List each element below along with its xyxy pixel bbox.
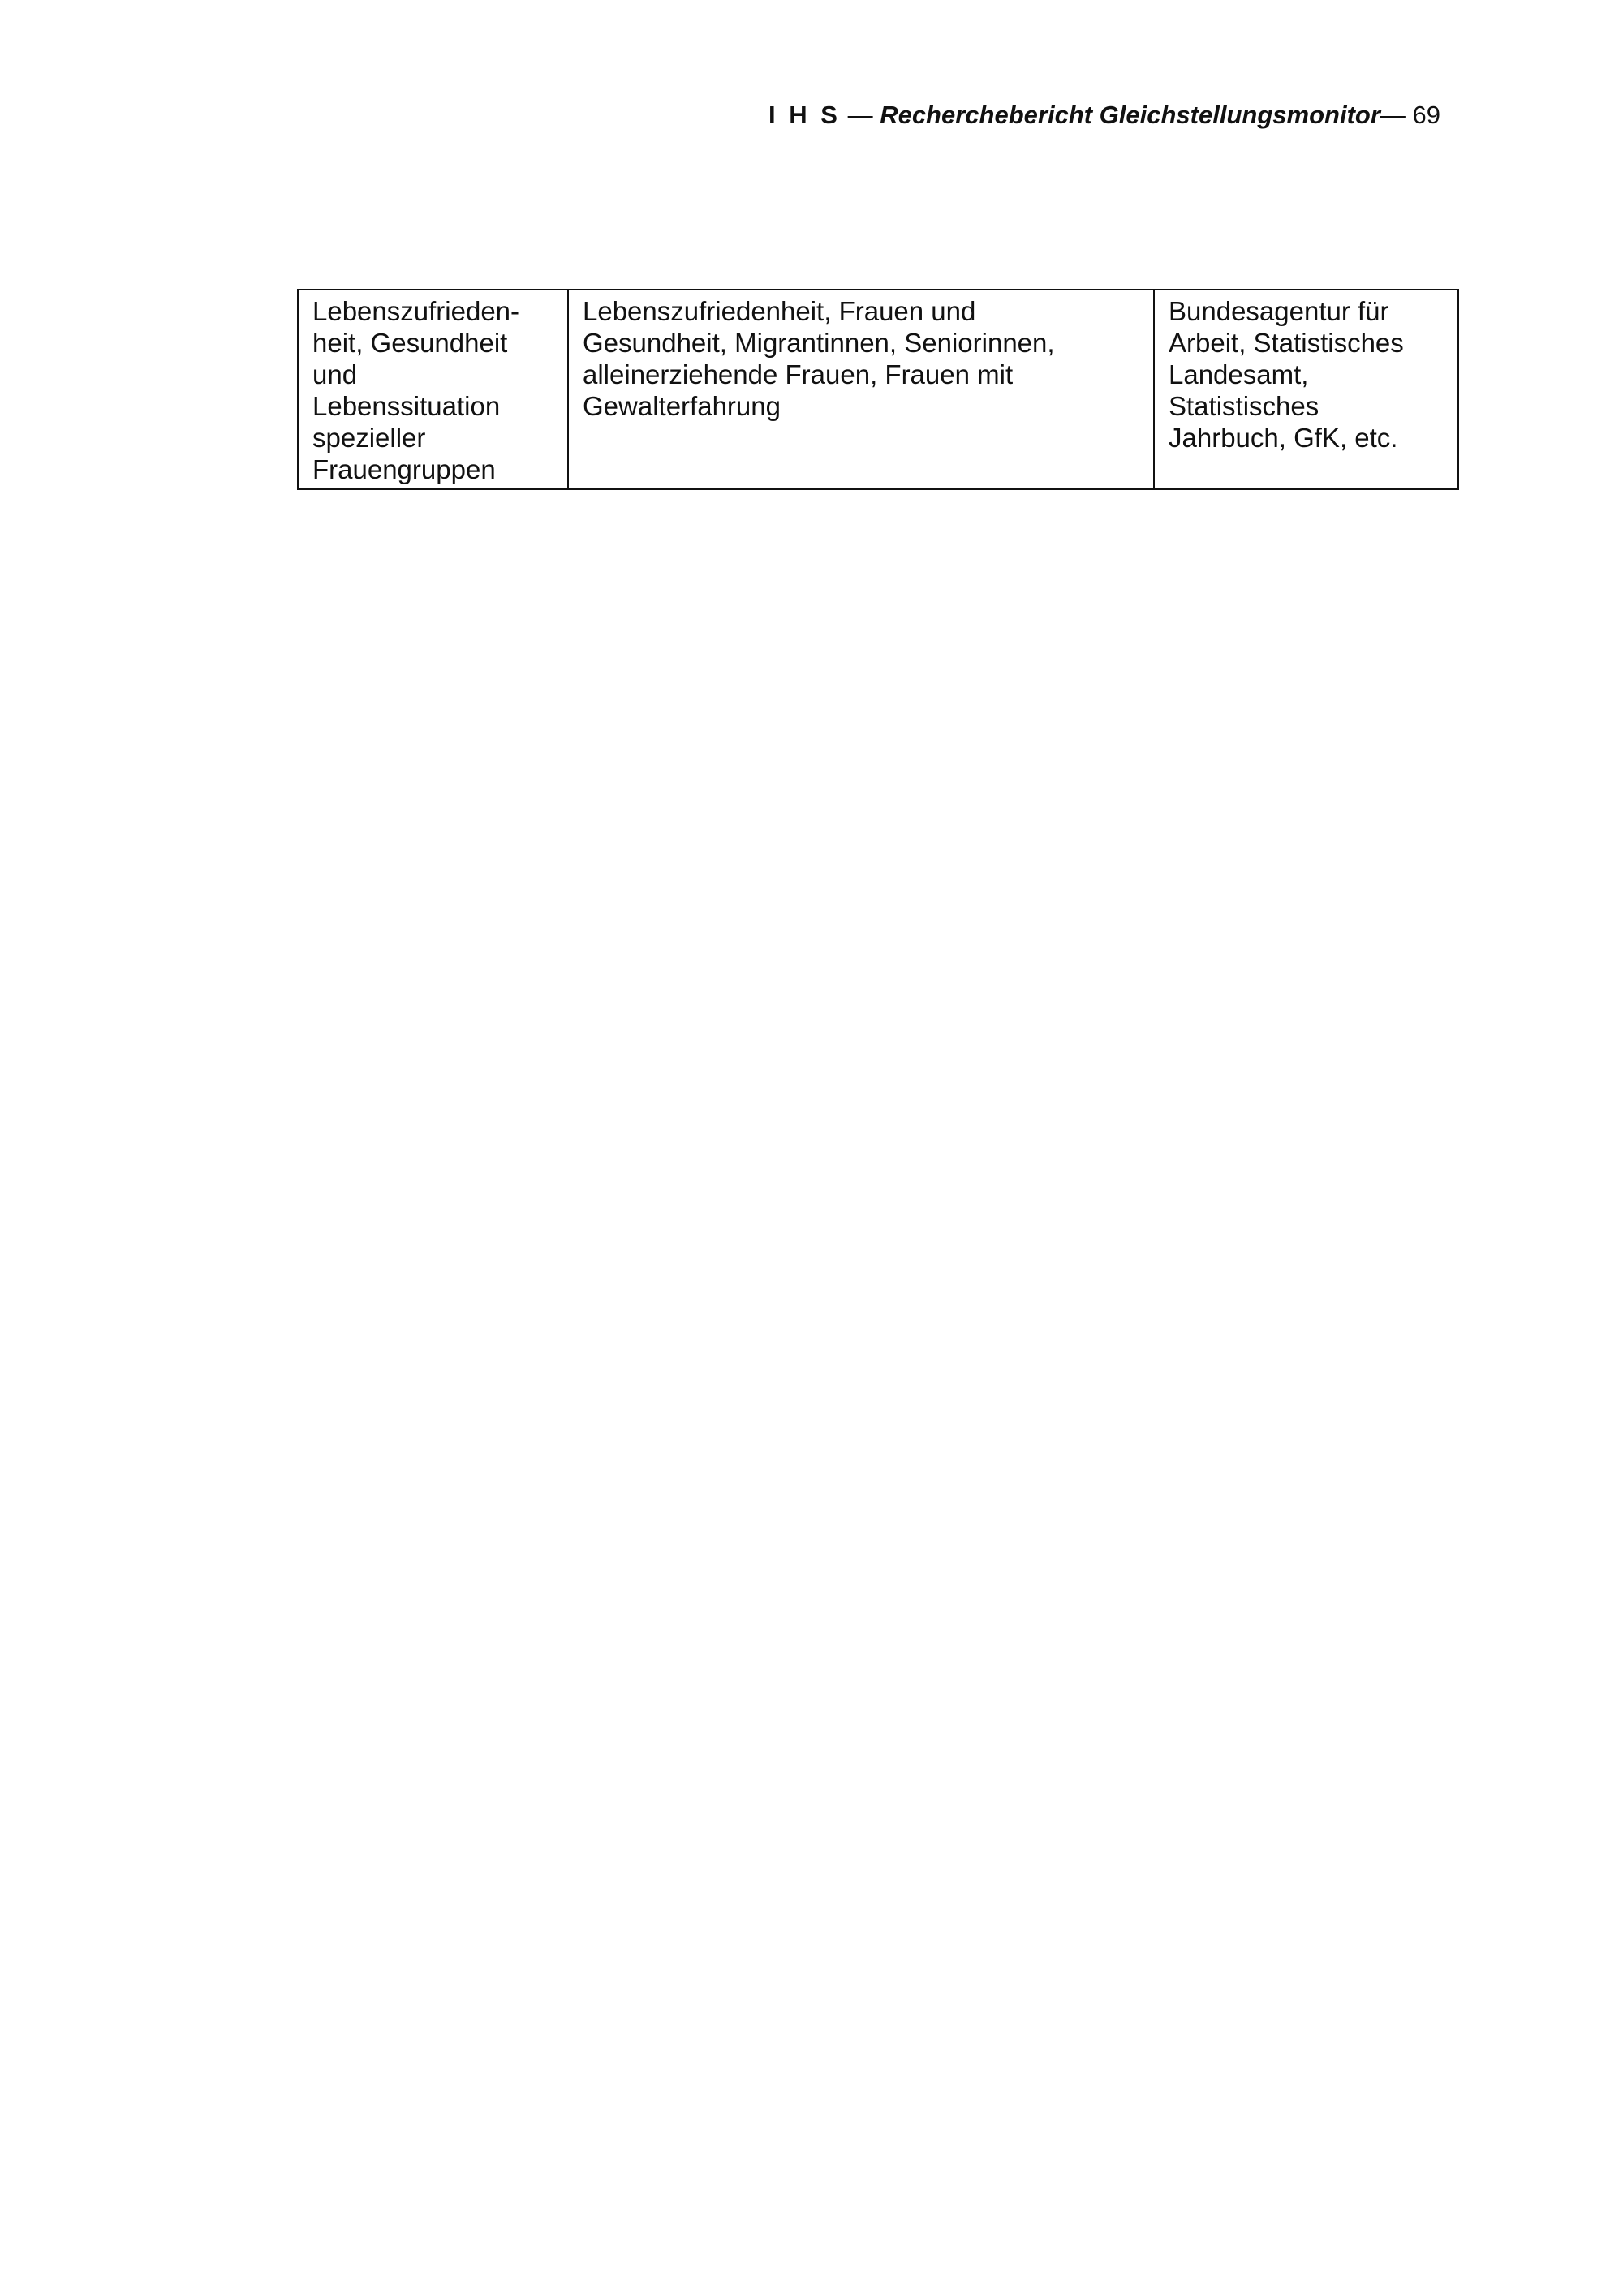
page-header xyxy=(768,99,1440,131)
cell-text-line: Bundesagentur für xyxy=(1169,296,1389,326)
header-separator: — xyxy=(840,101,880,129)
table-cell-topic xyxy=(298,290,568,489)
cell-text-line: Landesamt, xyxy=(1169,359,1309,389)
cell-text-line: Gesundheit, Migrantinnen, Seniorinnen, xyxy=(583,328,1055,358)
header-org: I H S xyxy=(768,101,841,129)
table-cell-sources xyxy=(1154,290,1458,489)
cell-text-line: heit, Gesundheit xyxy=(312,328,508,358)
header-separator-2: — xyxy=(1380,101,1413,129)
cell-text-line: Lebenssituation xyxy=(312,391,501,421)
cell-text-line: alleinerziehende Frauen, Frauen mit xyxy=(583,359,1014,389)
cell-text-line: Statistisches xyxy=(1169,391,1319,421)
sources-table xyxy=(297,289,1459,490)
page-number: 69 xyxy=(1412,101,1440,129)
cell-text-line: spezieller xyxy=(312,423,426,453)
cell-text-line: Frauengruppen xyxy=(312,454,496,484)
table-cell-indicators xyxy=(568,290,1154,489)
cell-text-line: Lebenszufriedenheit, Frauen und xyxy=(583,296,976,326)
cell-text-line: Gewalterfahrung xyxy=(583,391,781,421)
cell-text-line: und xyxy=(312,359,358,389)
cell-text-line: Jahrbuch, GfK, etc. xyxy=(1169,423,1398,453)
table-row xyxy=(298,290,1458,489)
cell-text-line: Lebenszufrieden- xyxy=(312,296,520,326)
header-title: Recherchebericht Gleichstellungsmonitor xyxy=(880,101,1380,129)
cell-text-line: Arbeit, Statistisches xyxy=(1169,328,1404,358)
